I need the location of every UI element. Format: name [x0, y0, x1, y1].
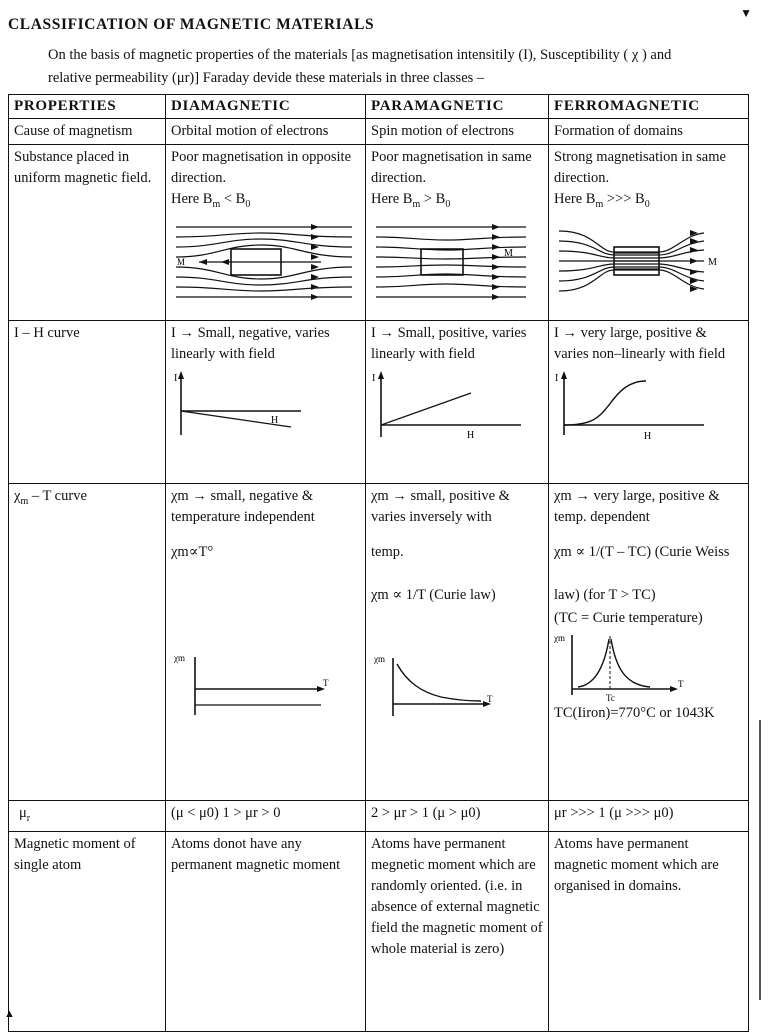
- field-dia-relation: Here $B_m < B_0$: [171, 191, 251, 210]
- dia-chi-graph: [171, 649, 357, 719]
- field-dia-text: Poor magnetisation in opposite direction.: [171, 149, 352, 186]
- cause-dia: Orbital motion of electrons: [166, 119, 366, 145]
- ferro-chi-axis-x: T: [678, 679, 684, 689]
- mur-para: 2 > μr > 1 (μ > μ0): [366, 801, 549, 832]
- field-para-relation: Here $B_m > B_0$: [371, 191, 451, 210]
- chi-ferro-curie-note: (TC = Curie temperature): [554, 610, 703, 626]
- row-ih-curve: [9, 321, 749, 484]
- mur-dia: (μ < μ0) 1 > μr > 0: [166, 801, 366, 832]
- ih-label: I – H curve: [9, 321, 166, 484]
- cause-ferro: Formation of domains: [549, 119, 749, 145]
- ferromagnetic-field-diagram: [554, 215, 740, 305]
- side-margin-strip: [756, 720, 766, 1020]
- classification-table: [8, 94, 749, 1032]
- ih-para-cell: [366, 321, 549, 484]
- header-properties: PROPERTIES: [9, 95, 166, 119]
- page-bottom-arrow-left: ▲: [4, 1008, 15, 1020]
- dia-ih-axis-x: H: [271, 415, 279, 426]
- ferro-ih-axis-y: I: [555, 373, 559, 384]
- para-ih-graph: [371, 365, 543, 443]
- chi-para-law: χm ∝ 1/T (Curie law): [371, 587, 496, 603]
- chi-ferro-cell: [549, 484, 749, 801]
- ih-para-text: I → Small, positive, varies linearly with field: [371, 325, 527, 362]
- row-chi-t-curve: [9, 484, 749, 801]
- chi-label-cell: [9, 484, 166, 801]
- chi-ferro-iron-tc: TC(Iiron)=770°C or 1043K: [554, 705, 715, 721]
- header-ferromagnetic: FERROMAGNETIC: [549, 95, 749, 119]
- ih-dia-text: I → Small, negative, varies linearly with field: [171, 325, 330, 362]
- dia-ih-axis-y: I: [174, 373, 178, 384]
- ferro-m-label: M: [708, 256, 717, 268]
- moment-para: Atoms have permanent megnetic moment which are randomly oriented. (i.e. in absence of external magnetic field the magnetic moment of whole material is zero): [366, 831, 549, 1031]
- dia-chi-axis-x: T: [323, 678, 329, 688]
- para-ih-axis-x: H: [467, 430, 475, 441]
- paramagnetic-field-diagram: [371, 215, 543, 305]
- chi-para-temp: temp.: [371, 544, 404, 560]
- field-ferro-text: Strong magnetisation in same direction.: [554, 149, 726, 186]
- dia-m-label: M: [177, 256, 186, 267]
- row-mu-r: [9, 801, 749, 832]
- field-dia-cell: [166, 145, 366, 321]
- chi-ferro-text: χm → very large, positive & temp. dependent: [554, 488, 720, 525]
- header-diamagnetic: DIAMAGNETIC: [166, 95, 366, 119]
- chi-dia-text: χm → small, negative & temperature independent: [171, 488, 315, 525]
- moment-ferro: Atoms have permanent magnetic moment which are organised in domains.: [549, 831, 749, 1031]
- table-header-row: [9, 95, 749, 119]
- intro-line-1: On the basis of magnetic properties of the materials [as magnetisation intensitily (I), Susceptibility ( χ ) and: [48, 47, 672, 63]
- dia-ih-graph: [171, 365, 357, 443]
- ferro-chi-axis-y: χm: [554, 633, 565, 643]
- ferro-ih-graph: [554, 365, 740, 443]
- intro-line-2: relative permeability (μr)] Faraday devide these materials in three classes –: [48, 70, 485, 86]
- ferro-ih-axis-x: H: [644, 431, 652, 442]
- ih-dia-cell: [166, 321, 366, 484]
- page-title: CLASSIFICATION OF MAGNETIC MATERIALS: [8, 16, 375, 33]
- intro-paragraph: [48, 44, 756, 90]
- chi-ferro-law-2: law) (for T > TC): [554, 587, 656, 603]
- cause-para: Spin motion of electrons: [366, 119, 549, 145]
- field-ferro-relation: Here $B_m$ >>> $B_0$: [554, 191, 650, 210]
- chi-dia-cell: [166, 484, 366, 801]
- header-paramagnetic: PARAMAGNETIC: [366, 95, 549, 119]
- moment-dia: Atoms donot have any permanent magnetic moment: [166, 831, 366, 1031]
- ferro-chi-graph: [554, 629, 740, 703]
- chi-para-text: χm → small, positive & varies inversely with: [371, 488, 510, 525]
- cause-label: Cause of magnetism: [9, 119, 166, 145]
- para-chi-graph: [371, 650, 543, 720]
- field-label: Substance placed in uniform magnetic field.: [9, 145, 166, 321]
- moment-label: Magnetic moment of single atom: [9, 831, 166, 1031]
- field-ferro-cell: [549, 145, 749, 321]
- row-field: [9, 145, 749, 321]
- dia-chi-axis-y: χm: [174, 653, 185, 663]
- chi-label: $\chi_m$ – T curve: [14, 488, 87, 507]
- para-chi-axis-y: χm: [374, 654, 385, 664]
- page-corner-arrow: ▼: [740, 6, 752, 20]
- ih-ferro-cell: [549, 321, 749, 484]
- chi-dia-relation: χm∝T°: [171, 544, 214, 560]
- row-magnetic-moment: [9, 831, 749, 1031]
- para-m-label: M: [504, 247, 513, 259]
- row-cause: [9, 119, 749, 145]
- field-para-text: Poor magnetisation in same direction.: [371, 149, 532, 186]
- ferro-chi-tc-tick: Tc: [606, 693, 615, 703]
- chi-para-cell: [366, 484, 549, 801]
- mur-label: $\mu_r$: [9, 801, 166, 832]
- para-chi-axis-x: T: [487, 694, 493, 704]
- mur-ferro: μr >>> 1 (μ >>> μ0): [549, 801, 749, 832]
- para-ih-axis-y: I: [372, 373, 376, 384]
- chi-ferro-law: χm ∝ 1/(T – TC) (Curie Weiss: [554, 544, 730, 560]
- ih-ferro-text: I → very large, positive & varies non–linearly with field: [554, 325, 726, 362]
- field-para-cell: [366, 145, 549, 321]
- diamagnetic-field-diagram: [171, 215, 357, 305]
